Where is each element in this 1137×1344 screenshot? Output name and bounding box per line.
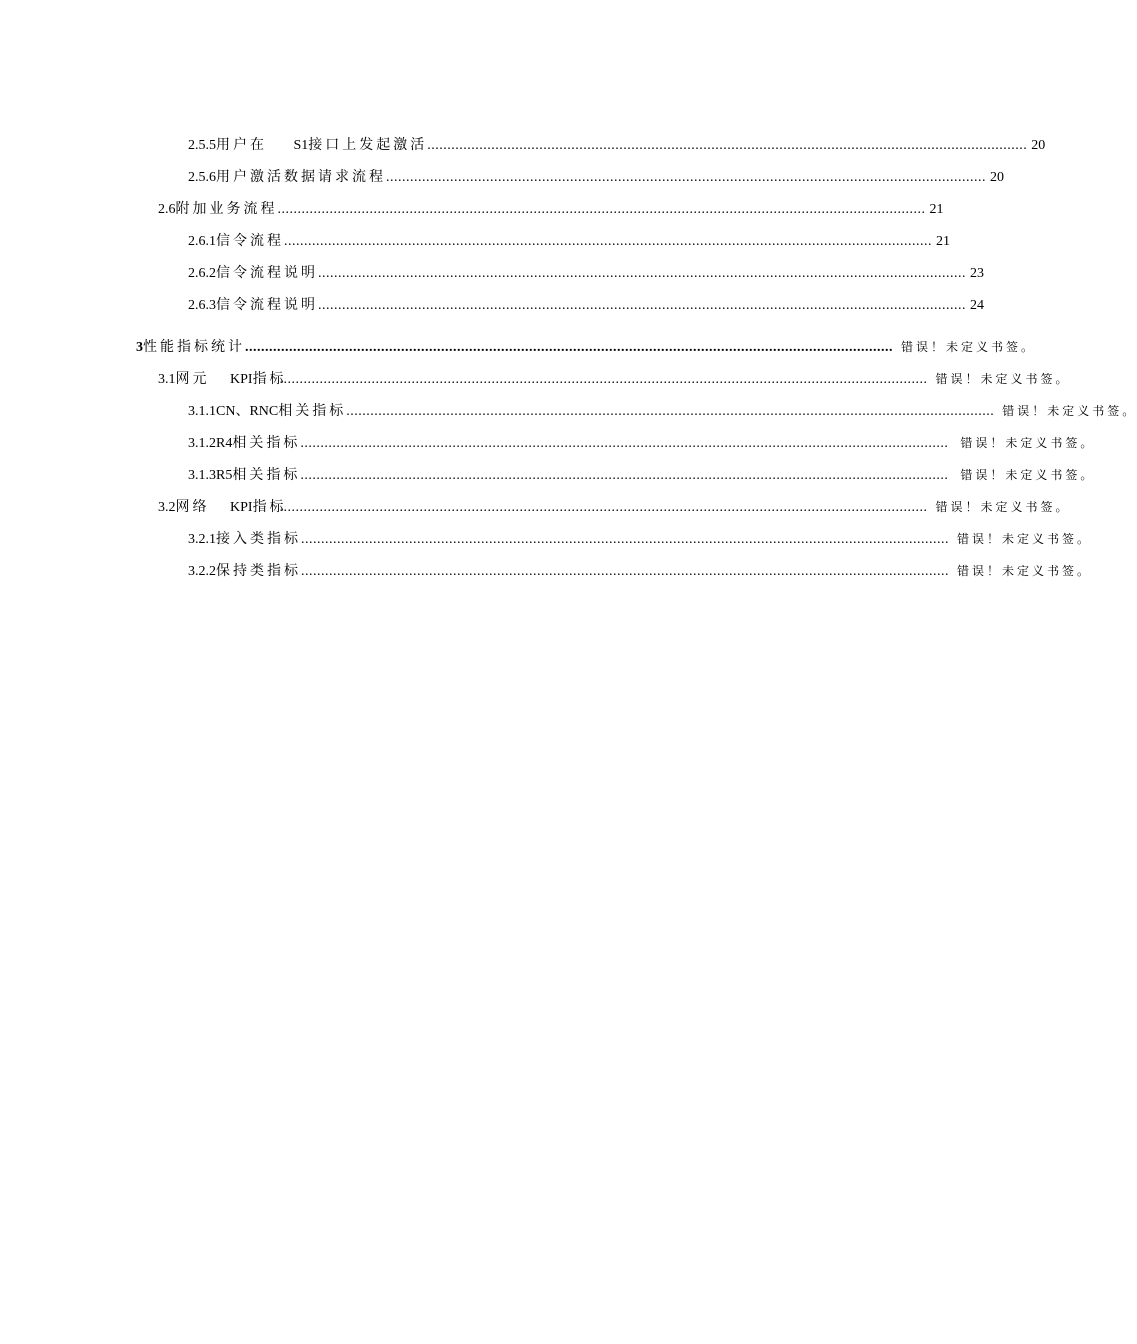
toc-entry-number: 2.6.3 [188,298,216,313]
toc-entry[interactable] [188,169,1004,187]
toc-entry-title: 网络 KPI指标 [175,500,287,515]
toc-entry-page: 24 [970,298,984,313]
toc-entry-number: 3 [136,340,143,355]
toc-entry-title: 保持类指标 [216,564,301,579]
toc-entry-page: 20 [1031,138,1046,153]
toc-leader-dots: .................................................................................................................................................................. [277,202,926,217]
toc-entry-number: 2.6.1 [188,234,216,249]
toc-entry-page: 20 [990,170,1004,185]
toc-entry[interactable] [188,297,984,315]
toc-entry-number: 3.1.3 [188,468,216,483]
toc-entry-number: 3.2.1 [188,532,216,547]
toc-entry-title: 附加业务流程 [175,202,278,217]
toc-entry[interactable] [188,402,1137,421]
toc-leader-dots: .................................................................................................................................................................. [279,500,928,515]
toc-leader-dots: .................................................................................................................................................................. [318,266,966,281]
toc-entry-page: 23 [970,266,984,281]
toc-entry-page: 错误！未定义书签。 [935,500,1071,514]
toc-entry-number: 3.1.2 [188,436,216,451]
toc-leader-dots: .................................................................................................................................................................. [301,564,949,579]
toc-leader-dots: .................................................................................................................................................................. [300,436,949,451]
toc-entry[interactable] [188,562,1093,581]
toc-entry-title: CN、RNC相关指标 [216,404,347,419]
toc-entry[interactable] [188,530,1093,549]
toc-entry-page: 21 [936,234,950,249]
toc-entry-title: 信令流程说明 [216,298,318,313]
toc-entry-number: 2.5.5 [188,138,216,153]
toc-leader-dots: .................................................................................................................................................................. [284,234,932,249]
toc-entry-number: 3.1 [158,372,176,387]
toc-entry-title: 信令流程 [216,234,284,249]
toc-entry-page: 错误！未定义书签。 [935,372,1071,386]
toc-entry-number: 2.6.2 [188,266,216,281]
toc-leader-dots: ...................................................................................................................................................... [386,170,986,185]
toc-entry[interactable] [158,370,1071,389]
toc-leader-dots: .................................................................................................................................................................. [301,532,949,547]
toc-leader-dots: .................................................................................................................................................................. [300,468,949,483]
toc-entry-page: 错误！未定义书签。 [957,564,1093,578]
toc-entry-title: 信令流程说明 [216,266,318,281]
toc-leader-dots: .................................................................................................................................................................. [346,404,995,419]
toc-entry-title: 用户在 S1接口上发起激活 [216,138,428,153]
toc-entry[interactable] [158,201,944,219]
toc-leader-dots: .................................................................................................................................................................. [245,340,893,355]
toc-entry[interactable] [188,137,1046,155]
toc-leader-dots: ...................................................................................................................................................... [427,138,1028,153]
toc-entry-page: 错误！未定义书签。 [957,532,1093,546]
toc-entry[interactable] [188,434,1096,453]
toc-entry-page: 21 [929,202,944,217]
toc-entry-title: 接入类指标 [216,532,301,547]
toc-entry-number: 3.2.2 [188,564,216,579]
toc-entry-title: R4相关指标 [216,436,301,451]
toc-entry-number: 2.6 [158,202,176,217]
toc-entry[interactable] [188,265,984,283]
toc-entry-number: 3.2 [158,500,176,515]
toc-entry-title: 性能指标统计 [143,340,245,355]
toc-entry[interactable] [158,498,1071,517]
toc-leader-dots: .................................................................................................................................................................. [318,298,966,313]
toc-entry-title: R5相关指标 [216,468,301,483]
toc-entry-page: 错误！未定义书签。 [960,436,1096,450]
toc-entry-page: 错误！未定义书签。 [960,468,1096,482]
toc-entry-number: 3.1.1 [188,404,216,419]
toc-entry-title: 用户激活数据请求流程 [216,170,386,185]
toc-entry[interactable] [188,233,950,251]
toc-leader-dots: .................................................................................................................................................................. [279,372,928,387]
toc-entry-title: 网元 KPI指标 [175,372,287,387]
toc-entry[interactable] [136,338,1037,357]
toc-entry-page: 错误！未定义书签。 [901,340,1037,354]
toc-entry[interactable] [188,466,1096,485]
toc-entry-page: 错误！未定义书签。 [1002,404,1137,418]
toc-entry-number: 2.5.6 [188,170,216,185]
